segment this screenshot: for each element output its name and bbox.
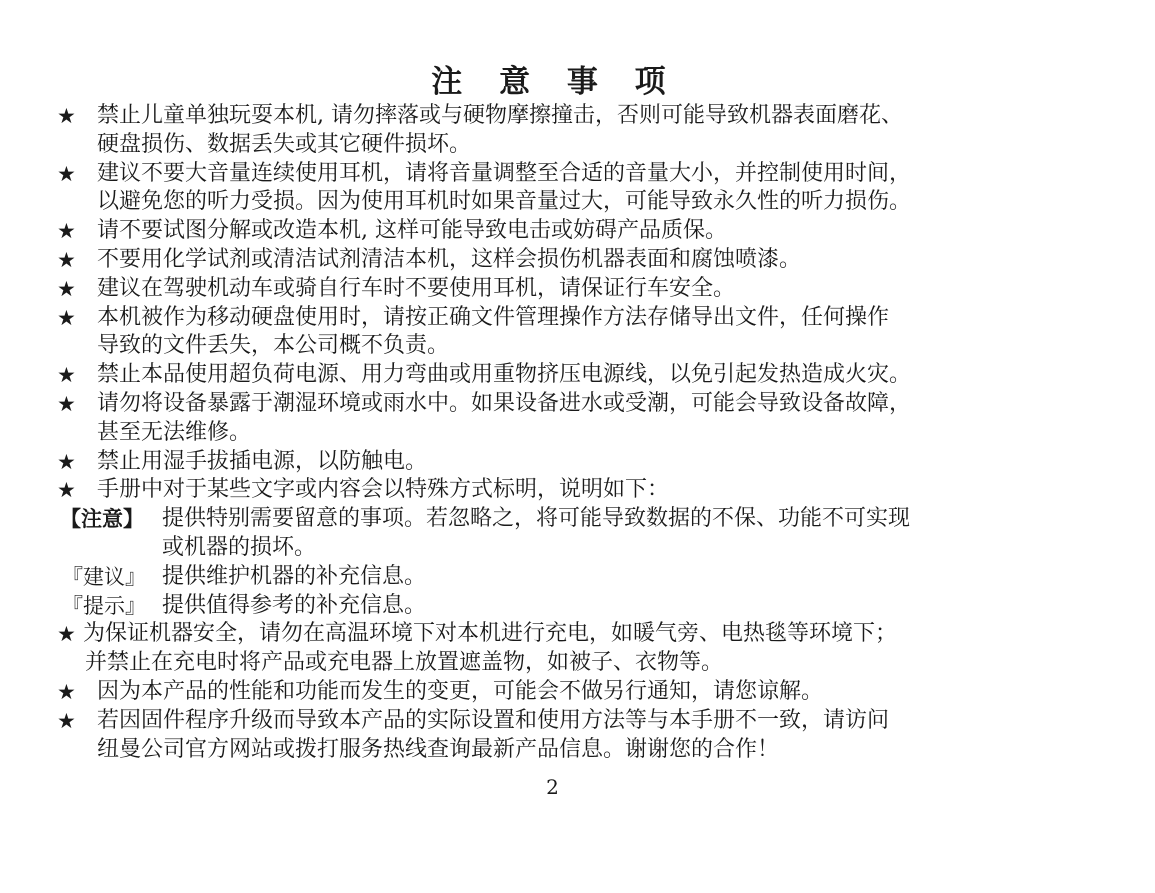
notice-text-line: 禁止本品使用超负荷电源、用力弯曲或用重物挤压电源线，以免引起发热造成火灾。 xyxy=(97,362,912,388)
legend-text-line: 或机器的损坏。 xyxy=(162,534,317,560)
notice-text-line: 本机被作为移动硬盘使用时，请按正确文件管理操作方法存储导出文件，任何操作 xyxy=(97,304,890,330)
legend-text-line: 提供值得参考的补充信息。 xyxy=(162,592,427,618)
notice-item xyxy=(0,678,1155,707)
star-bullet-icon: ★ xyxy=(57,276,76,301)
notice-text-line: 以避免您的听力受损。因为使用耳机时如果音量过大，可能导致永久性的听力损伤。 xyxy=(97,189,912,215)
legend-item-tip xyxy=(0,592,1155,621)
suggestion-label: 『建议』 xyxy=(62,564,146,589)
notice-item xyxy=(0,448,1155,477)
notice-item xyxy=(0,217,1155,246)
star-bullet-icon: ★ xyxy=(57,708,76,733)
notice-text-line: 为保证机器安全，请勿在高温环境下对本机进行充电，如暖气旁、电热毯等环境下； xyxy=(83,621,898,647)
notice-item xyxy=(0,246,1155,275)
notice-text-line: 禁止用湿手拔插电源，以防触电。 xyxy=(97,448,428,474)
notice-item xyxy=(0,160,1155,218)
star-bullet-icon: ★ xyxy=(57,478,76,503)
page-title: 注 意 事 项 xyxy=(431,64,679,100)
notice-text-line: 导致的文件丢失，本公司概不负责。 xyxy=(97,333,450,359)
notice-item xyxy=(0,275,1155,304)
notice-text-line: 纽曼公司官方网站或拨打服务热线查询最新产品信息。谢谢您的合作！ xyxy=(97,736,780,762)
notice-text-line: 手册中对于某些文字或内容会以特殊方式标明，说明如下： xyxy=(97,477,670,503)
star-bullet-icon: ★ xyxy=(57,363,76,388)
notice-text-line: 不要用化学试剂或清洁试剂清洁本机，这样会损伤机器表面和腐蚀喷漆。 xyxy=(97,246,802,272)
notice-item xyxy=(0,390,1155,448)
attention-label: 【注意】 xyxy=(60,507,144,532)
notice-list xyxy=(0,102,1155,764)
star-bullet-icon: ★ xyxy=(57,622,76,647)
star-bullet-icon: ★ xyxy=(57,161,76,186)
notice-text-line: 建议在驾驶机动车或骑自行车时不要使用耳机，请保证行车安全。 xyxy=(97,275,736,301)
star-bullet-icon: ★ xyxy=(57,247,76,272)
legend-text-line: 提供维护机器的补充信息。 xyxy=(162,563,427,589)
notice-text-line: 并禁止在充电时将产品或充电器上放置遮盖物，如被子、衣物等。 xyxy=(85,650,724,676)
notice-item xyxy=(0,361,1155,390)
notice-text-line: 若因固件程序升级而导致本产品的实际设置和使用方法等与本手册不一致，请访问 xyxy=(97,707,890,733)
notice-text-line: 硬盘损伤、数据丢失或其它硬件损坏。 xyxy=(97,131,472,157)
notice-text-line: 因为本产品的性能和功能而发生的变更，可能会不做另行通知，请您谅解。 xyxy=(97,678,824,704)
notice-item xyxy=(0,476,1155,505)
notice-item xyxy=(0,707,1155,765)
notice-text-line: 建议不要大音量连续使用耳机，请将音量调整至合适的音量大小，并控制使用时间， xyxy=(97,160,912,186)
notice-text-line: 禁止儿童单独玩耍本机, 请勿摔落或与硬物摩擦撞击，否则可能导致机器表面磨花、 xyxy=(97,103,903,128)
page-number: 2 xyxy=(546,775,559,799)
legend-item-suggestion xyxy=(0,563,1155,592)
notice-text-line: 甚至无法维修。 xyxy=(97,419,252,445)
star-bullet-icon: ★ xyxy=(57,679,76,704)
star-bullet-icon: ★ xyxy=(57,219,76,244)
notice-item xyxy=(0,102,1155,160)
star-bullet-icon: ★ xyxy=(57,104,76,128)
star-bullet-icon: ★ xyxy=(57,305,76,330)
star-bullet-icon: ★ xyxy=(57,391,76,416)
legend-text-line: 提供特别需要留意的事项。若忽略之，将可能导致数据的不保、功能不可实现 xyxy=(162,506,911,532)
legend-item-attention xyxy=(0,505,1155,563)
notice-text-line: 请不要试图分解或改造本机, 这样可能导致电击或妨碍产品质保。 xyxy=(97,218,727,244)
notice-item xyxy=(0,620,1155,678)
notice-item xyxy=(0,304,1155,362)
tip-label: 『提示』 xyxy=(62,593,146,618)
notice-text-line: 请勿将设备暴露于潮湿环境或雨水中。如果设备进水或受潮，可能会导致设备故障， xyxy=(97,390,912,416)
star-bullet-icon: ★ xyxy=(57,449,76,474)
